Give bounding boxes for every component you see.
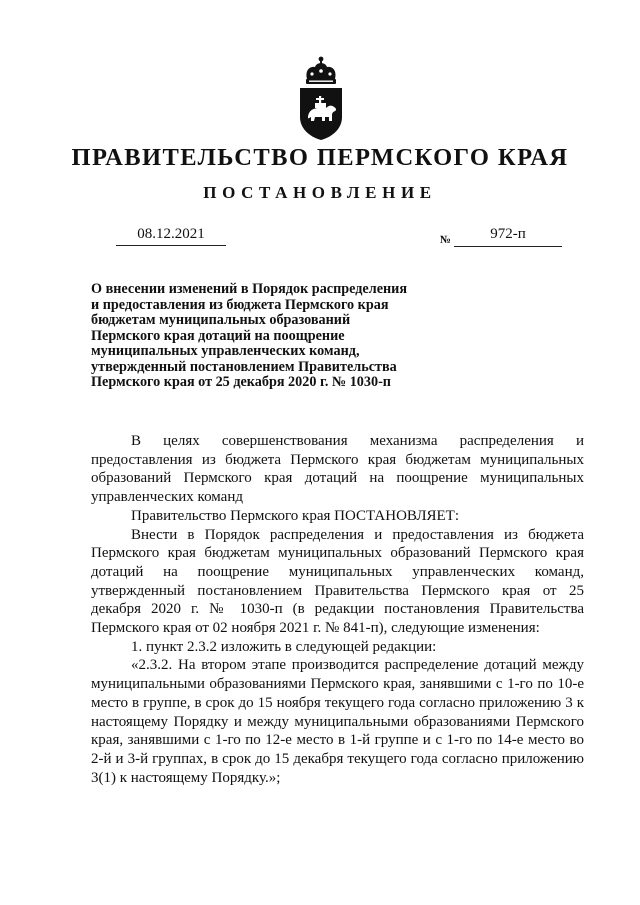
- item-1-paragraph: 1. пункт 2.3.2 изложить в следующей редакции:: [131, 638, 437, 655]
- subject-line: муниципальных управленческих команд,: [91, 343, 360, 359]
- date-underline: [116, 245, 226, 246]
- government-title: ПРАВИТЕЛЬСТВО ПЕРМСКОГО КРАЯ: [71, 144, 569, 171]
- subject-line: бюджетам муниципальных образований: [91, 312, 351, 328]
- number-underline: [454, 246, 562, 247]
- subject-line: Пермского края дотаций на поощрение: [91, 327, 345, 344]
- subject-line: и предоставления из бюджета Пермского края: [91, 296, 389, 313]
- resolves-paragraph: Правительство Пермского края ПОСТАНОВЛЯЕТ:: [131, 507, 460, 524]
- subject-line: О внесении изменений в Порядок распределения: [91, 281, 408, 297]
- clause-2-3-2-paragraph: «2.3.2. На втором этапе производится распределение дотаций между муниципальными образованиями Пермского края, занявшими с 1-го по 10-е место в группе, в срок до 15 ноября текущего года согласно приложению 3 к настоящему Порядку и между муниципальными образованиями Пермского края, занявшими с 1-го по 12-е место в 1-й группе и с 1-го по 14-е место во 2-й и 3-й группах, в срок до 15 декабря текущего года согласно приложению 3(1) к настоящему Порядку.»;: [91, 657, 584, 786]
- document-date: 08.12.2021: [137, 226, 205, 242]
- amendment-intro-paragraph: Внести в Порядок распределения и предоставления из бюджета Пермского края бюджетам муниципальных образований Пермского края дотаций на поощрение муниципальных управленческих команд, утвержденный постановлением Правительства Пермского края от 25 декабря 2020 г. № 1030-п (в редакции постановления Правительства Пермского края от 02 ноября 2021 г. № 841-п), следующие изменения:: [91, 526, 584, 637]
- document-date-field: [116, 225, 226, 246]
- document-subject: [91, 282, 471, 391]
- number-sign: №: [440, 234, 452, 246]
- preamble-paragraph: В целях совершенствования механизма распределения и предоставления из бюджета Пермского края бюджетам муниципальных образований Пермского края дотаций на поощрение муниципальных управленческих команд: [91, 433, 584, 506]
- document-number: 972-п: [490, 226, 526, 242]
- document-type-title: ПОСТАНОВЛЕНИЕ: [203, 183, 437, 202]
- subject-line: утвержденный постановлением Правительства: [91, 358, 397, 375]
- coat-of-arms-emblem: [295, 55, 347, 141]
- document-body: [91, 432, 584, 787]
- subject-line: Пермского края от 25 декабря 2020 г. № 1030-п: [91, 374, 391, 390]
